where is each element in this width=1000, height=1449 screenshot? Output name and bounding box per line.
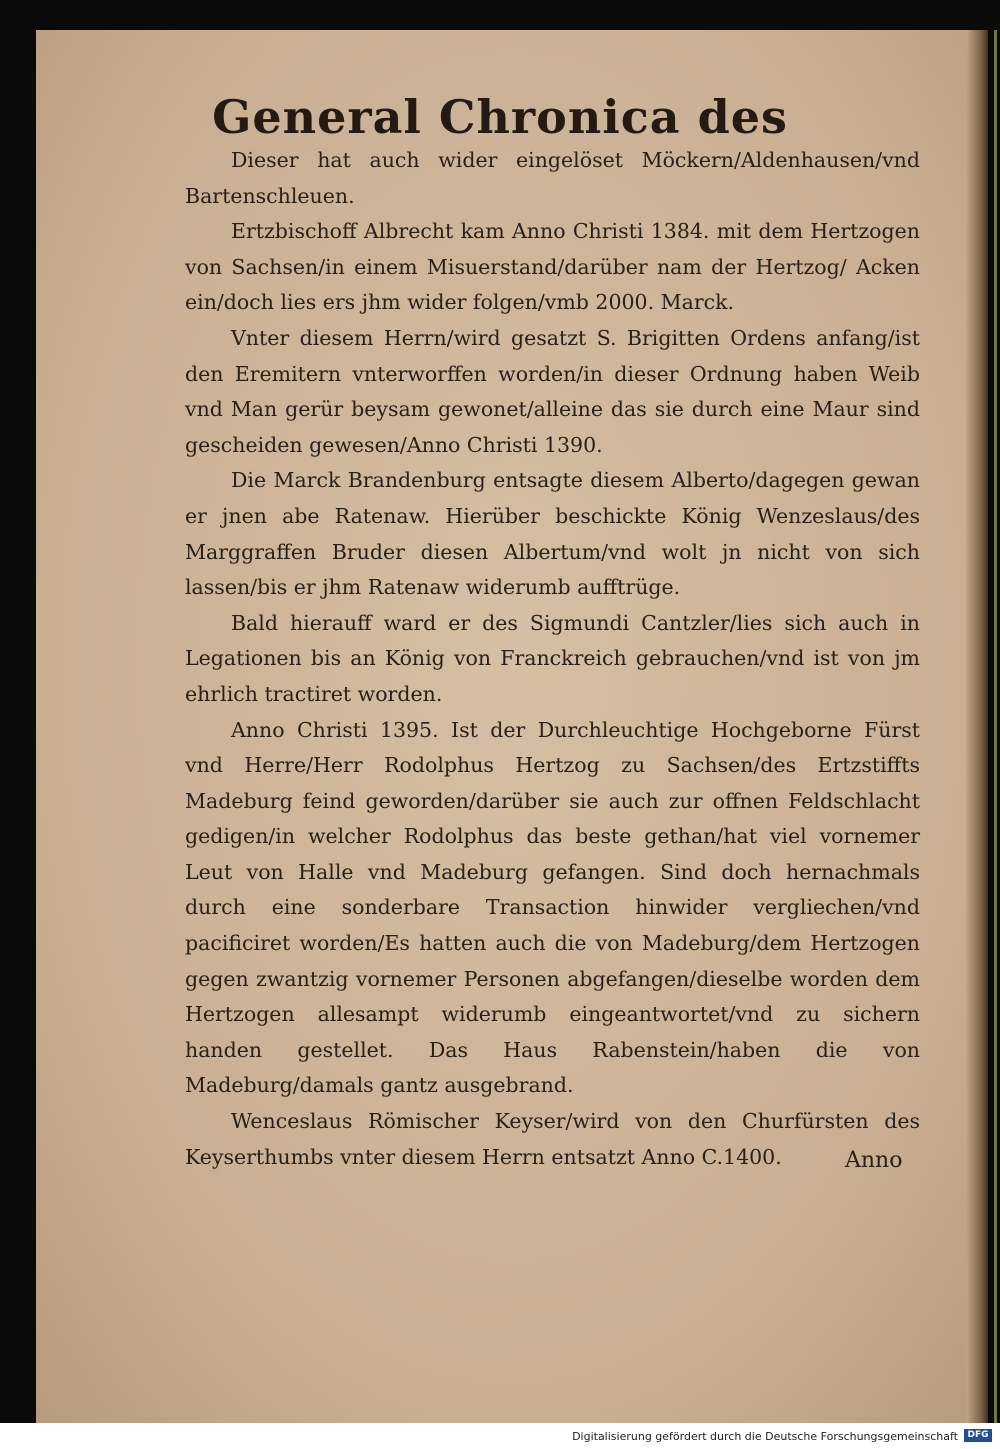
paragraph-5: Bald hierauff ward er des Sigmundi Cantzler/lies sich auch in Legationen bis an König von Franckreich gebrauchen/vnd ist von jm ehrlich tractiret worden. — [185, 610, 920, 706]
paragraph-6: Anno Christi 1395. Ist der Durchleuchtige Hochgeborne Fürst vnd Herre/Herr Rodolphus Hertzog zu Sachsen/des Ertzstiffts Madeburg feind geworden/darüber sie auch zur offnen Feldschlacht gedigen/in welcher Rodolphus das beste gethan/hat viel vornemer Leut von Halle vnd Madeburg gefangen. Sind doch hernachmals durch eine sonderbare Transaction hinwider vergliechen/vnd pacificiret worden/Es hatten auch die von Madeburg/dem Hertzogen gegen zwantzig vornemer Personen abgefangen/dieselbe worden dem Hertzogen allesampt widerumb eingeantwortet/vnd zu sichern handen gestellet. Das Haus Rabenstein/haben die von Madeburg/damals gantz ausgebrand. — [185, 717, 920, 1098]
paragraph-1: Dieser hat auch wider eingelöset Möckern/Aldenhausen/vnd Bartenschleuen. — [185, 148, 920, 208]
page-gutter-shadow — [966, 30, 988, 1423]
catchword: Anno — [845, 1148, 903, 1173]
paragraph-7: Wenceslaus Römischer Keyser/wird von den Churfürsten des Keyserthumbs vnter diesem Herrn entsatzt Anno C.1400. — [185, 1109, 920, 1169]
footer-bar — [0, 1423, 1000, 1449]
dfg-logo: DFG — [964, 1429, 992, 1442]
page-heading: General Chronica des — [212, 90, 788, 144]
scan-edge-line — [994, 30, 997, 1423]
paragraph-4: Die Marck Brandenburg entsagte diesem Alberto/dagegen gewan er jnen abe Ratenaw. Hierüber beschickte König Wenzeslaus/des Marggraffen Bruder diesen Albertum/vnd wolt jn nicht von sich lassen/bis er jhm Ratenaw widerumb aufftrüge. — [185, 468, 920, 600]
paragraph-2: Ertzbischoff Albrecht kam Anno Christi 1384. mit dem Hertzogen von Sachsen/in einem Misuerstand/darüber nam der Hertzog/ Acken ein/doch lies ers jhm wider folgen/vmb 2000. Marck. — [185, 219, 920, 315]
page-body-text — [185, 143, 920, 1175]
paragraph-3: Vnter diesem Herrn/wird gesatzt S. Brigitten Ordens anfang/ist den Eremitern vnterworffen worden/in dieser Ordnung haben Weib vnd Man gerür beysam gewonet/alleine das sie durch eine Maur sind gescheiden gewesen/Anno Christi 1390. — [185, 325, 920, 457]
footer-credit: Digitalisierung gefördert durch die Deutsche Forschungsgemeinschaft — [572, 1430, 958, 1443]
